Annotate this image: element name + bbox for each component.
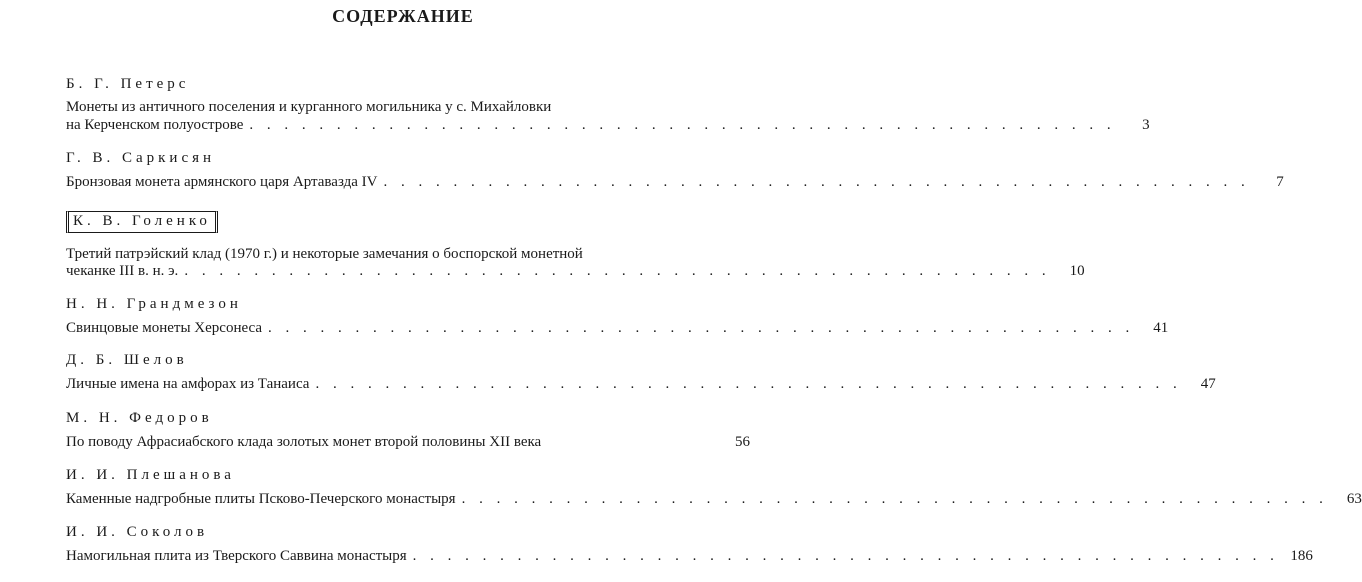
entry-title-line (66, 99, 750, 116)
leader-dots: . . . . . . . . . . . . . . . . . . . . . . . . . . . . . . . . . . . . . . . . . . . . . . . . . . (249, 117, 1116, 133)
entry-author-framed: К. В. Голенко (66, 211, 218, 233)
entry-author: Н. Н. Грандмезон (66, 296, 242, 312)
entry-page-number: 3 (1142, 117, 1150, 133)
entry-author: И. И. Соколов (66, 524, 209, 540)
entry-page-number: 63 (1346, 491, 1362, 507)
entry-title-line (66, 548, 1313, 565)
entry-title-line (66, 174, 1284, 191)
entry-title-line (66, 491, 1362, 508)
entry-page-number: 186 (1290, 548, 1313, 564)
entry-author: Г. В. Саркисян (66, 150, 216, 166)
leader-dots: . . . . . . . . . . . . . . . . . . . . . . . . . . . . . . . . . . . . . . . . . . . . . . . . . . (184, 263, 1051, 279)
entry-author: М. Н. Федоров (66, 410, 213, 426)
entry-page-number: 41 (1153, 320, 1169, 336)
entry-title-text: чеканке III в. н. э. (66, 263, 179, 279)
entry-title-text: Монеты из античного поселения и курганного могильника у с. Михайловки (66, 99, 552, 115)
entry-title-line (66, 320, 1169, 337)
entry-title-line (66, 434, 750, 451)
entry-page-number: 7 (1276, 174, 1284, 190)
entry-page-number: 47 (1200, 376, 1216, 392)
leader-dots: . . . . . . . . . . . . . . . . . . . . . . . . . . . . . . . . . . . . . . . . . . . . . . . . . . (315, 376, 1182, 392)
entry-title-text: на Керченском полуострове (66, 117, 244, 133)
entry-title-text: Бронзовая монета армянского царя Артавазда IV (66, 174, 378, 190)
leader-dots: . . . . . . . . . . . . . . . . . . . . . . . . . . . . . . . . . . . . . . . . . . . . . . . . . . (383, 174, 1250, 190)
entry-page-number: 56 (735, 434, 750, 450)
leader-dots: . . . . . . . . . . . . . . . . . . . . . . . . . . . . . . . . . . . . . . . . . . . . . . . . . . (412, 548, 1279, 564)
entry-title-text: По поводу Афрасиабского клада золотых монет второй половины XII века (66, 434, 542, 450)
entry-title-line (66, 263, 1085, 280)
entry-author: Д. Б. Шелов (66, 352, 188, 368)
page-title: СОДЕРЖАНИЕ (332, 6, 474, 26)
entry-title-text: Каменные надгробные плиты Псково-Печерского монастыря (66, 491, 456, 507)
entry-author: Б. Г. Петерс (66, 76, 190, 92)
entry-title-text: Третий патрэйский клад (1970 г.) и некоторые замечания о боспорской монетной (66, 246, 583, 262)
entry-title-line (66, 117, 1150, 134)
leader-dots: . . . . . . . . . . . . . . . . . . . . . . . . . . . . . . . . . . . . . . . . . . . . . . . . . . (461, 491, 1328, 507)
entry-title-line (66, 246, 750, 263)
entry-title-text: Свинцовые монеты Херсонеса (66, 320, 263, 336)
leader-dots: . . . . . . . . . . . . . . . . . . . . . . . . . . . . . . . . . . . . . . . . . . . . . . . . . . (268, 320, 1135, 336)
entry-author: И. И. Плешанова (66, 467, 235, 483)
entry-title-text: Личные имена на амфорах из Танаиса (66, 376, 310, 392)
entry-title-line (66, 376, 1216, 393)
entry-page-number: 10 (1069, 263, 1085, 279)
entry-title-text: Намогильная плита из Тверского Саввина монастыря (66, 548, 407, 564)
